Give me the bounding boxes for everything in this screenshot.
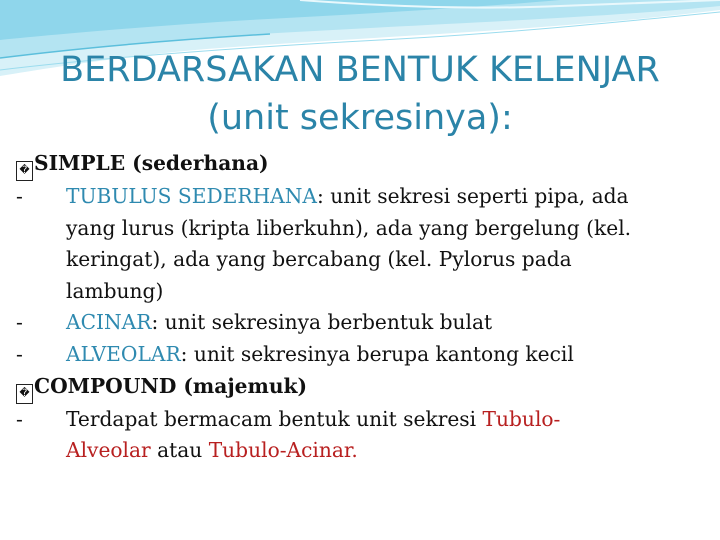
- tubulus-line-1: : unit sekresi seperti pipa, ada: [317, 184, 629, 208]
- title-line-2: (unit sekresinya):: [207, 98, 513, 138]
- compound-heading-text: COMPOUND (majemuk): [34, 373, 308, 398]
- word-atau: atau: [150, 438, 209, 463]
- simple-heading: [16, 148, 696, 181]
- tubulus-line-2: yang lurus (kripta liberkuhn), ada yang bergelung (kel.: [66, 215, 632, 240]
- list-item-alveolar: [16, 339, 696, 371]
- term-alveolar: ALVEOLAR: [66, 341, 181, 366]
- acinar-description: : unit sekresinya berbentuk bulat: [151, 310, 493, 335]
- compound-line-1-text: Terdapat bermacam bentuk unit sekresi: [66, 406, 483, 431]
- missing-glyph-bullet-icon: �: [16, 384, 33, 404]
- alveolar-description: : unit sekresinya berupa kantong kecil: [180, 341, 574, 366]
- term-tubulo-acinar: Tubulo-Acinar.: [208, 438, 358, 463]
- dash-marker: -: [16, 406, 23, 431]
- term-alveolar-red: Alveolar: [66, 438, 151, 463]
- dash-marker: -: [16, 184, 23, 208]
- slide-title: [20, 46, 700, 142]
- list-item-compound: [16, 404, 696, 436]
- list-item-tubulus: [16, 181, 696, 213]
- title-line-1: BERDARSAKAN BENTUK KELENJAR: [60, 50, 660, 90]
- dash-marker: -: [16, 341, 23, 366]
- term-acinar: ACINAR: [66, 310, 152, 335]
- missing-glyph-bullet-icon: �: [16, 161, 33, 181]
- compound-line-2: [16, 435, 696, 467]
- dash-marker: -: [16, 310, 23, 335]
- compound-heading: [16, 371, 696, 404]
- tubulus-line-3: keringat), ada yang bercabang (kel. Pylorus pada: [66, 247, 572, 272]
- term-tubulus: TUBULUS SEDERHANA: [66, 184, 318, 208]
- simple-heading-text: SIMPLE (sederhana): [34, 151, 269, 175]
- list-item-acinar: [16, 307, 696, 339]
- tubulus-line-4: lambung): [66, 278, 164, 303]
- term-tubulo-1: Tubulo-: [482, 406, 561, 431]
- slide-body: [16, 148, 696, 467]
